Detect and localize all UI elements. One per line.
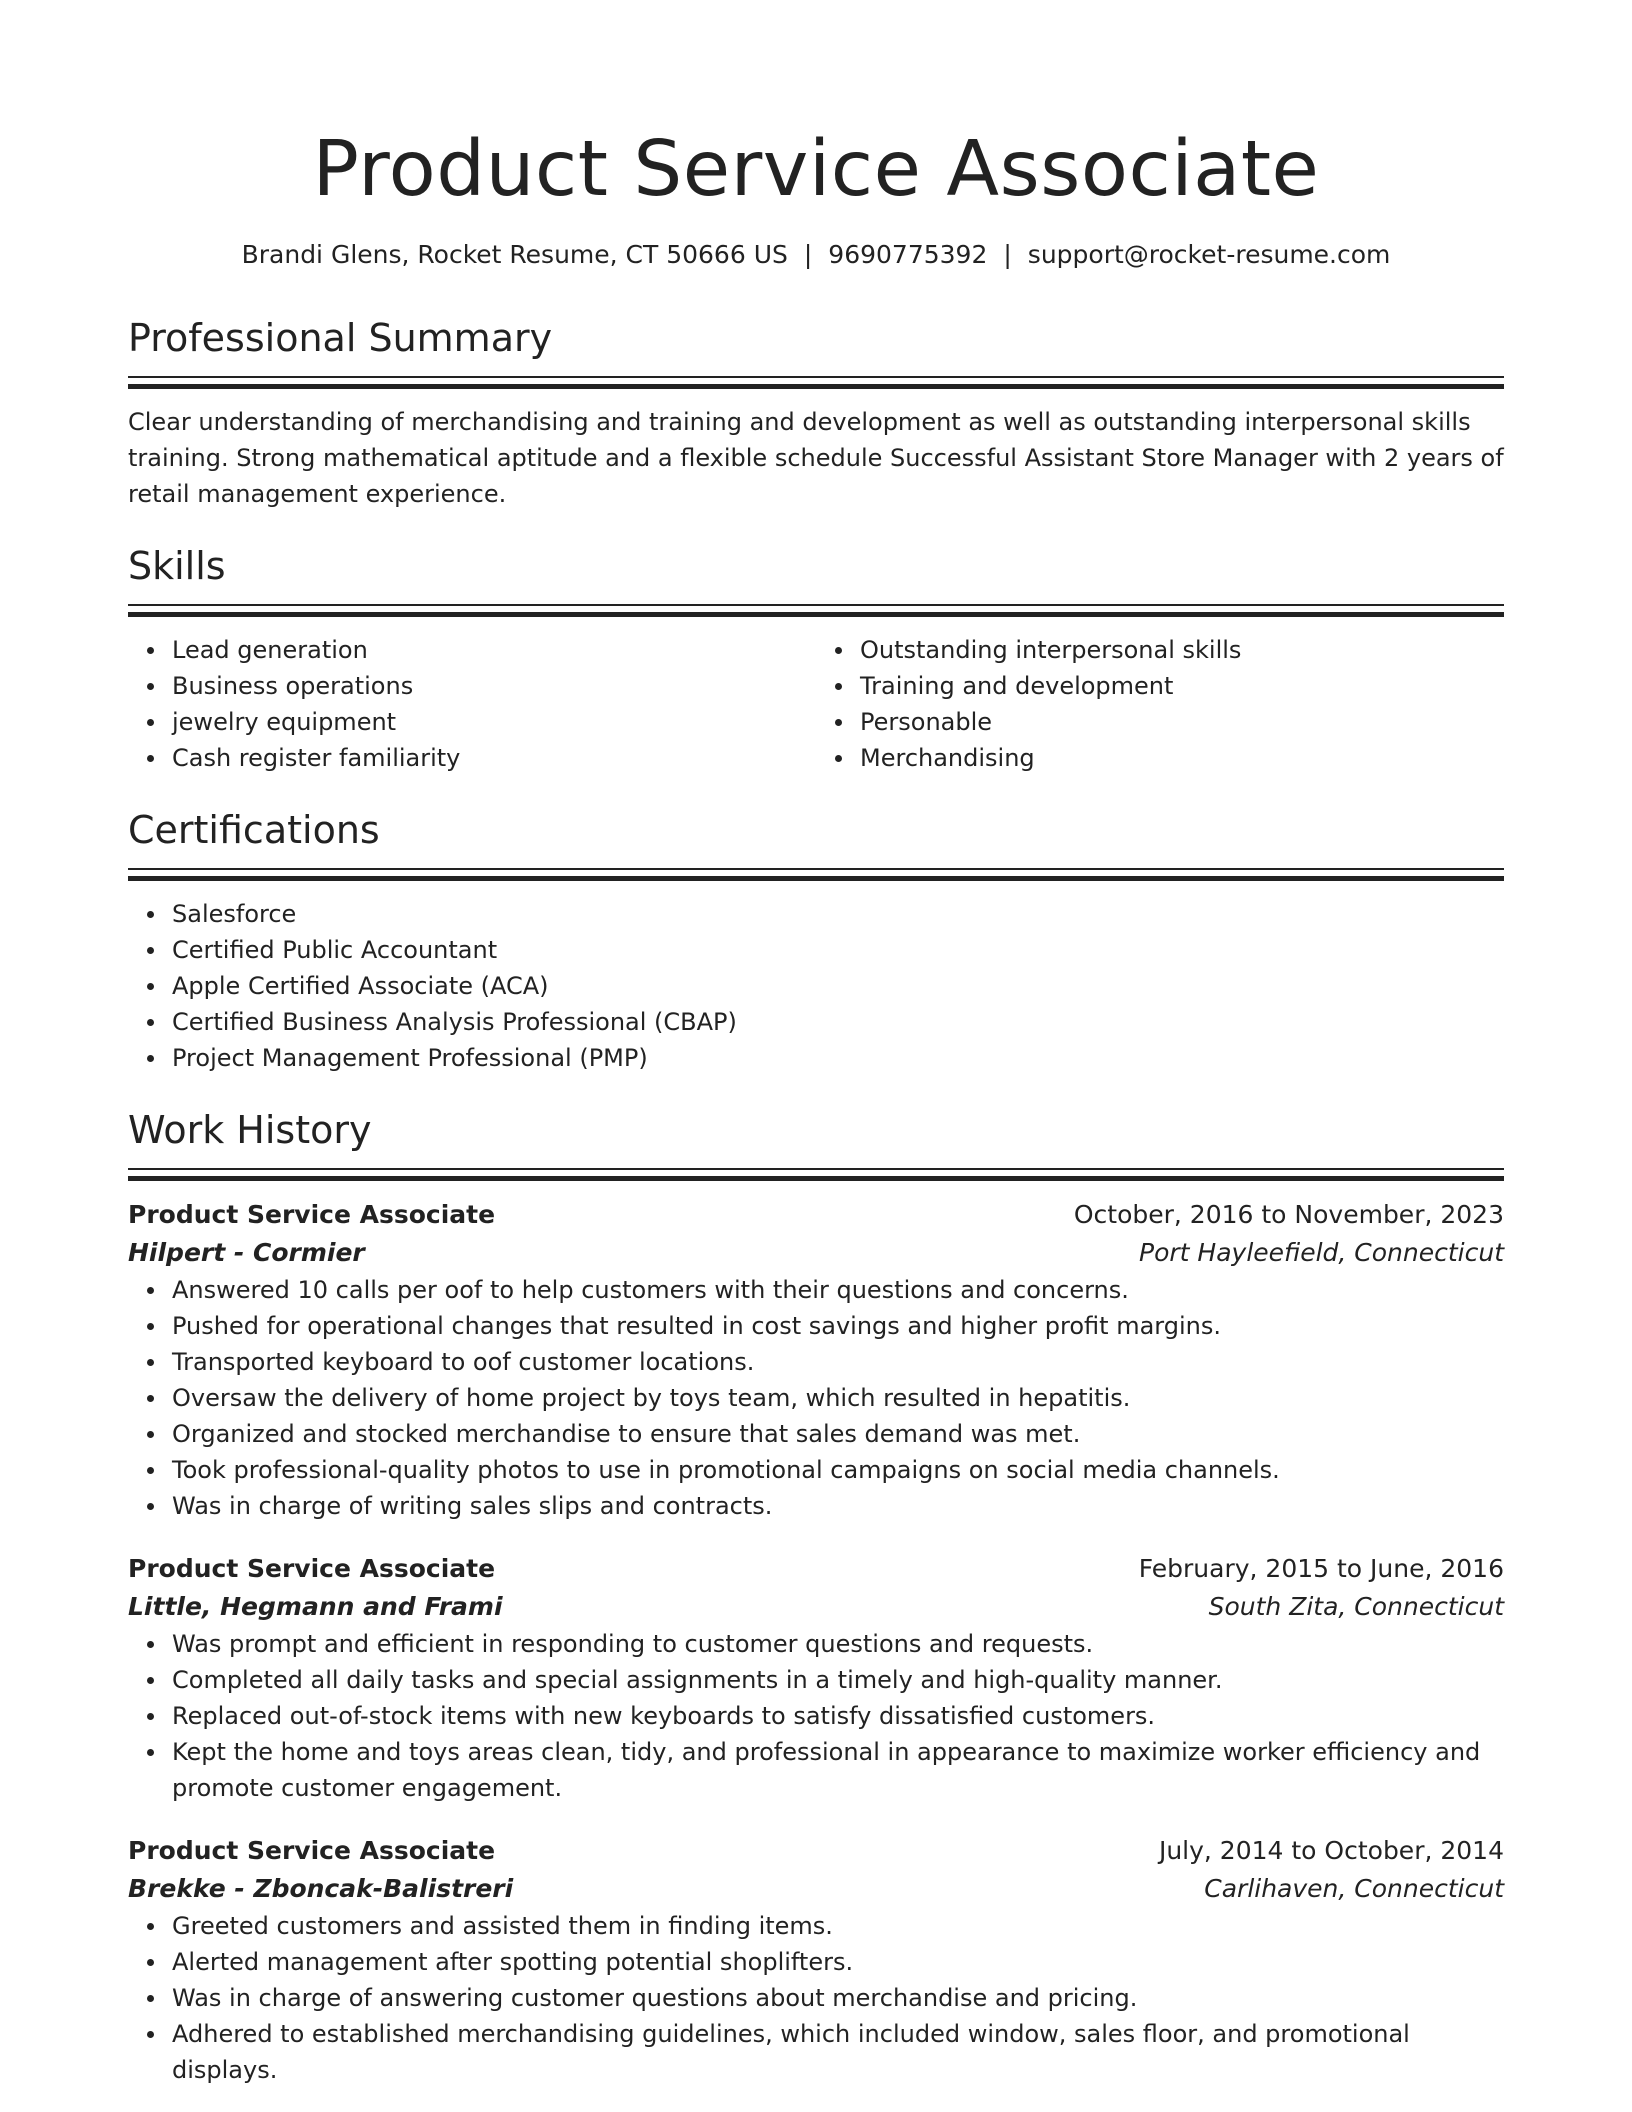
job-bullets xyxy=(128,1908,1504,2088)
job-bullet: Adhered to established merchandising guidelines, which included window, sales floor, and promotional displays. xyxy=(172,2016,1504,2088)
certification-item: Apple Certified Associate (ACA) xyxy=(172,968,1504,1004)
contact-email[interactable]: support@rocket-resume.com xyxy=(1027,240,1391,269)
job-bullets xyxy=(128,1626,1504,1806)
skill-item: Cash register familiarity xyxy=(172,740,816,776)
job-bullet: Was in charge of answering customer questions about merchandise and pricing. xyxy=(172,1980,1504,2016)
job-bullet: Completed all daily tasks and special assignments in a timely and high-quality manner. xyxy=(172,1662,1504,1698)
job-bullet: Took professional-quality photos to use in promotional campaigns on social media channels. xyxy=(172,1452,1504,1488)
summary-text: Clear understanding of merchandising and training and development as well as outstanding interpersonal skills training. Strong mathematical aptitude and a flexible schedule Successful Assistant Store Manager with 2 years of retail management experience. xyxy=(128,408,1504,508)
certifications-heading: Certifications xyxy=(128,808,380,852)
skill-item: jewelry equipment xyxy=(172,704,816,740)
contact-separator: | xyxy=(1003,240,1012,269)
job-bullet: Answered 10 calls per oof to help customers with their questions and concerns. xyxy=(172,1272,1504,1308)
job-bullets xyxy=(128,1272,1504,1524)
skill-item: Training and development xyxy=(860,668,1504,704)
skills-section xyxy=(128,540,1504,776)
section-divider xyxy=(128,1168,1504,1180)
job-company: Brekke - Zboncak-Balistreri xyxy=(128,1874,514,1903)
job-company: Hilpert - Cormier xyxy=(128,1238,365,1267)
job-bullet: Greeted customers and assisted them in finding items. xyxy=(172,1908,1504,1944)
job-dates: October, 2016 to November, 2023 xyxy=(1073,1200,1504,1229)
job-header-row xyxy=(128,1550,1504,1588)
summary-section xyxy=(128,312,1504,512)
job-location: South Zita, Connecticut xyxy=(1208,1592,1504,1621)
skills-heading: Skills xyxy=(128,544,226,588)
contact-address: Brandi Glens, Rocket Resume, CT 50666 US xyxy=(241,240,788,269)
summary-heading: Professional Summary xyxy=(128,316,553,360)
job-dates: February, 2015 to June, 2016 xyxy=(1138,1554,1504,1583)
job-entry xyxy=(128,1550,1504,1806)
contact-line xyxy=(128,238,1504,272)
job-subheader-row xyxy=(128,1870,1504,1908)
skill-item: Outstanding interpersonal skills xyxy=(860,632,1504,668)
job-header-row xyxy=(128,1196,1504,1234)
certifications-section xyxy=(128,804,1504,1076)
section-divider xyxy=(128,868,1504,880)
job-bullet: Was in charge of writing sales slips and contracts. xyxy=(172,1488,1504,1524)
job-bullet: Was prompt and efficient in responding to customer questions and requests. xyxy=(172,1626,1504,1662)
work-history-section xyxy=(128,1104,1504,2088)
job-location: Carlihaven, Connecticut xyxy=(1204,1874,1504,1903)
section-divider xyxy=(128,604,1504,616)
certifications-list xyxy=(128,896,1504,1076)
job-bullet: Oversaw the delivery of home project by toys team, which resulted in hepatitis. xyxy=(172,1380,1504,1416)
job-bullet: Replaced out-of-stock items with new keyboards to satisfy dissatisfied customers. xyxy=(172,1698,1504,1734)
job-title: Product Service Associate xyxy=(128,1200,496,1229)
resume-title: Product Service Associate xyxy=(312,125,1320,214)
job-dates: July, 2014 to October, 2014 xyxy=(1158,1836,1504,1865)
job-bullet: Organized and stocked merchandise to ensure that sales demand was met. xyxy=(172,1416,1504,1452)
job-title: Product Service Associate xyxy=(128,1554,496,1583)
skills-columns xyxy=(128,632,1504,776)
job-location: Port Hayleefield, Connecticut xyxy=(1139,1238,1504,1267)
job-bullet: Kept the home and toys areas clean, tidy, and professional in appearance to maximize worker efficiency and promote customer engagement. xyxy=(172,1734,1504,1806)
skills-right-list xyxy=(816,632,1504,776)
certification-item: Certified Public Accountant xyxy=(172,932,1504,968)
work-history-heading: Work History xyxy=(128,1108,372,1152)
skill-item: Lead generation xyxy=(172,632,816,668)
contact-separator: | xyxy=(803,240,813,269)
skill-item: Business operations xyxy=(172,668,816,704)
certification-item: Salesforce xyxy=(172,896,1504,932)
work-history-body xyxy=(128,1196,1504,2088)
job-bullet: Transported keyboard to oof customer locations. xyxy=(172,1344,1504,1380)
skill-item: Personable xyxy=(860,704,1504,740)
certification-item: Certified Business Analysis Professional (CBAP) xyxy=(172,1004,1504,1040)
job-company: Little, Hegmann and Frami xyxy=(128,1592,503,1621)
job-bullet: Pushed for operational changes that resulted in cost savings and higher profit margins. xyxy=(172,1308,1504,1344)
contact-phone: 9690775392 xyxy=(828,240,988,269)
job-subheader-row xyxy=(128,1234,1504,1272)
job-title: Product Service Associate xyxy=(128,1836,496,1865)
job-entry xyxy=(128,1196,1504,1524)
section-divider xyxy=(128,376,1504,388)
skill-item: Merchandising xyxy=(860,740,1504,776)
skills-left-list xyxy=(128,632,816,776)
certifications-body xyxy=(128,896,1504,1076)
certification-item: Project Management Professional (PMP) xyxy=(172,1040,1504,1076)
job-subheader-row xyxy=(128,1588,1504,1626)
job-entry xyxy=(128,1832,1504,2088)
job-header-row xyxy=(128,1832,1504,1870)
job-bullet: Alerted management after spotting potential shoplifters. xyxy=(172,1944,1504,1980)
summary-body xyxy=(128,404,1504,512)
